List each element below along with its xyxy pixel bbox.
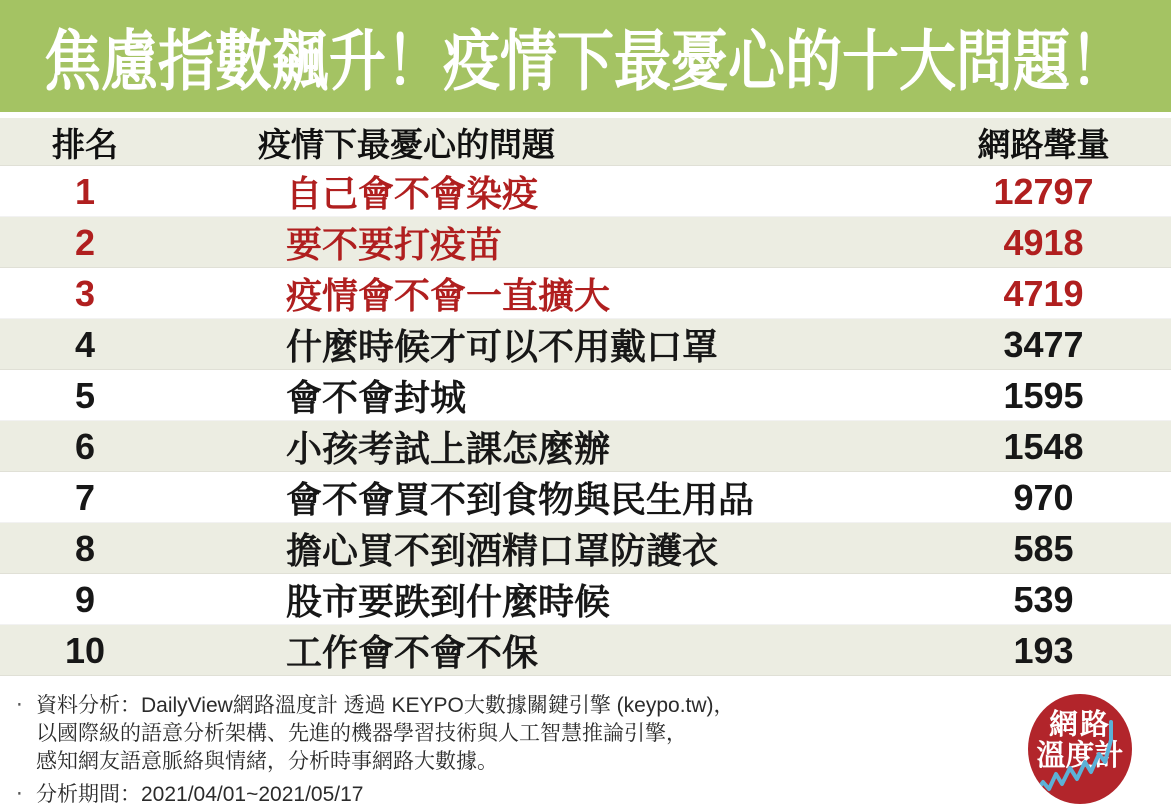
bullet-dot: ‧ [16, 783, 23, 806]
question-cell: 小孩考試上課怎麼辦 [286, 428, 611, 469]
logo-text-line1: 網路 [1048, 709, 1111, 741]
header-volume: 網路聲量 [977, 125, 1110, 163]
volume-cell: 4918 [1003, 221, 1084, 263]
rank-cell: 7 [74, 476, 96, 518]
header-rank: 排名 [52, 125, 118, 163]
table-row [0, 268, 1171, 319]
volume-cell: 1595 [1003, 374, 1084, 416]
rank-cell: 6 [74, 425, 96, 467]
question-cell: 工作會不會不保 [286, 632, 539, 673]
footer [0, 676, 1171, 811]
rank-cell: 2 [74, 221, 96, 263]
logo-text-line2: 溫度計 [1036, 740, 1124, 772]
table-header-row [0, 118, 1171, 166]
question-cell: 疫情會不會一直擴大 [286, 275, 611, 316]
note-line [16, 692, 1171, 720]
table-row [0, 370, 1171, 421]
rank-cell: 1 [74, 170, 96, 212]
rank-cell: 9 [74, 578, 96, 620]
table-row [0, 523, 1171, 574]
question-cell: 要不要打疫苗 [286, 224, 503, 265]
page-title: 焦慮指數飆升！疫情下最憂心的十大問題！ [44, 24, 1127, 99]
rank-cell: 8 [74, 527, 96, 569]
note-text: 以國際級的語意分析架構、先進的機器學習技術與人工智慧推論引擎， [36, 722, 687, 745]
title-bar [0, 0, 1171, 112]
bullet-dot: ‧ [16, 694, 23, 717]
header-question: 疫情下最憂心的問題 [258, 125, 555, 163]
volume-cell: 970 [1013, 476, 1074, 518]
note-line [16, 748, 1171, 776]
table-row [0, 574, 1171, 625]
ranking-table [0, 118, 1171, 676]
table-row [0, 166, 1171, 217]
note-text: 分析期間：2021/04/01~2021/05/17 [36, 783, 364, 806]
question-cell: 股市要跌到什麼時候 [286, 581, 611, 622]
volume-cell: 12797 [993, 170, 1094, 212]
volume-cell: 4719 [1003, 272, 1084, 314]
question-cell: 自己會不會染疫 [286, 173, 539, 214]
volume-cell: 585 [1013, 527, 1074, 569]
volume-cell: 539 [1013, 578, 1074, 620]
question-cell: 擔心買不到酒精口罩防護衣 [286, 530, 719, 571]
note-line [16, 781, 1171, 809]
table-row [0, 625, 1171, 676]
table-row [0, 319, 1171, 370]
rank-cell: 10 [64, 629, 106, 671]
rank-cell: 4 [74, 323, 96, 365]
volume-cell: 1548 [1003, 425, 1084, 467]
question-cell: 會不會買不到食物與民生用品 [286, 479, 755, 520]
wendujie-logo [1028, 694, 1132, 804]
note-text: 感知網友語意脈絡與情緒，分析時事網路大數據。 [36, 750, 498, 773]
question-cell: 什麼時候才可以不用戴口罩 [286, 326, 719, 367]
volume-cell: 193 [1013, 629, 1074, 671]
note-text: 資料分析：DailyView網路溫度計 透過 KEYPO大數據關鍵引擎 (keypo.tw)， [36, 694, 735, 717]
volume-cell: 3477 [1003, 323, 1084, 365]
table-row [0, 421, 1171, 472]
table-row [0, 472, 1171, 523]
note-line [16, 720, 1171, 748]
rank-cell: 3 [74, 272, 96, 314]
table-row [0, 217, 1171, 268]
rank-cell: 5 [74, 374, 96, 416]
question-cell: 會不會封城 [286, 377, 467, 418]
